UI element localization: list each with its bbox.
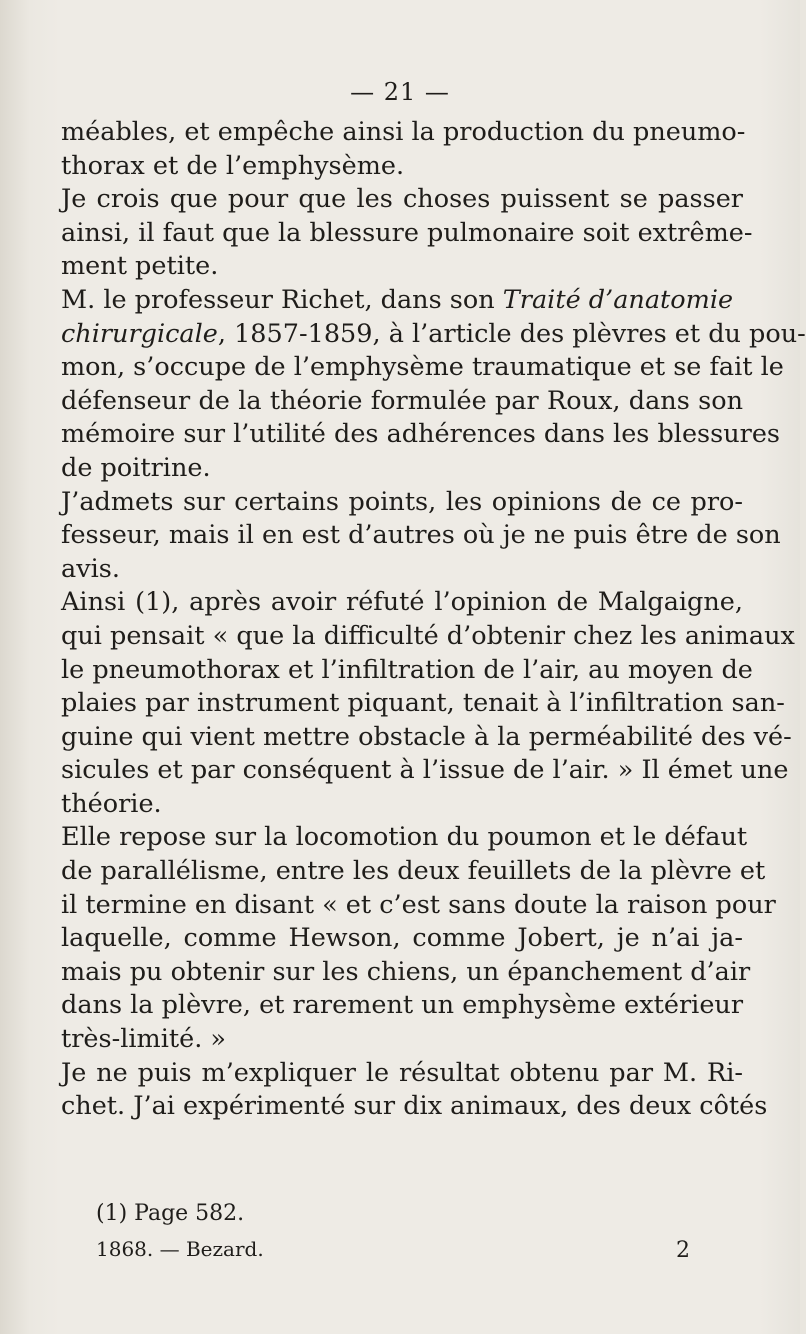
text-line-5: ment petite. xyxy=(61,251,219,282)
text-line-26: mais pu obtenir sur les chiens, un épanchement d’air xyxy=(61,956,751,987)
signature-mark: 2 xyxy=(676,1238,690,1263)
text-line-20: sicules et par conséquent à l’issue de l’air. » Il émet une xyxy=(61,755,789,786)
text-line-13: fesseur, mais il en est d’autres où je ne puis être de son xyxy=(61,520,781,551)
text-line-24: il termine en disant « et c’est sans doute la raison pour xyxy=(61,889,776,920)
text-line-25: laquelle, comme Hewson, comme Jobert, je n’ai ja- xyxy=(61,923,743,954)
text-line-4: ainsi, il faut que la blessure pulmonaire soit extrême- xyxy=(61,217,753,248)
text-line-7-rest: , 1857-1859, à l’article des plèvres et du pou- xyxy=(217,318,806,349)
italic-title-part-1: Traité d’anatomie xyxy=(502,284,734,315)
page-number: — 21 — xyxy=(350,78,450,106)
text-line-6-start: M. le professeur Richet, dans son xyxy=(61,284,503,315)
text-line-21: théorie. xyxy=(61,788,162,819)
text-line-27: dans la plèvre, et rarement un emphysème extérieur xyxy=(61,990,744,1021)
text-line-15: Ainsi (1), après avoir réfuté l’opinion de Malgaigne, xyxy=(61,587,743,618)
text-line-2: thorax et de l’emphysème. xyxy=(61,150,405,181)
text-line-30: chet. J’ai expérimenté sur dix animaux, des deux côtés xyxy=(61,1091,768,1122)
text-line-16: qui pensait « que la difficulté d’obtenir chez les animaux xyxy=(61,620,795,651)
text-line-10: mémoire sur l’utilité des adhérences dans les blessures xyxy=(61,419,781,450)
italic-title-part-2: chirurgicale xyxy=(61,318,218,349)
text-line-22: Elle repose sur la locomotion du poumon et le défaut xyxy=(61,822,748,853)
text-line-23: de parallélisme, entre les deux feuillets de la plèvre et xyxy=(61,856,766,887)
text-line-7 xyxy=(61,318,806,352)
text-line-14: avis. xyxy=(61,553,120,584)
text-line-12: J’admets sur certains points, les opinions de ce pro- xyxy=(61,486,743,517)
footnote: (1) Page 582. xyxy=(96,1201,245,1226)
text-line-19: guine qui vient mettre obstacle à la perméabilité des vé- xyxy=(61,721,792,752)
text-line-17: le pneumothorax et l’infiltration de l’air, au moyen de xyxy=(61,654,753,685)
text-line-28: très-limité. » xyxy=(61,1024,227,1055)
printer-line: 1868. — Bezard. xyxy=(96,1237,264,1261)
text-line-29: Je ne puis m’expliquer le résultat obtenu par M. Ri- xyxy=(61,1057,743,1088)
text-line-1: méables, et empêche ainsi la production du pneumo- xyxy=(61,117,746,147)
text-line-11: de poitrine. xyxy=(61,452,211,483)
body-text xyxy=(61,116,806,1124)
text-line-8: mon, s’occupe de l’emphysème traumatique et se fait le xyxy=(61,352,784,383)
text-line-18: plaies par instrument piquant, tenait à l’infiltration san- xyxy=(61,688,785,719)
text-line-6 xyxy=(61,284,743,318)
text-line-3: Je crois que pour que les choses puissent se passer xyxy=(61,184,743,215)
text-line-9: défenseur de la théorie formulée par Roux, dans son xyxy=(61,385,743,416)
